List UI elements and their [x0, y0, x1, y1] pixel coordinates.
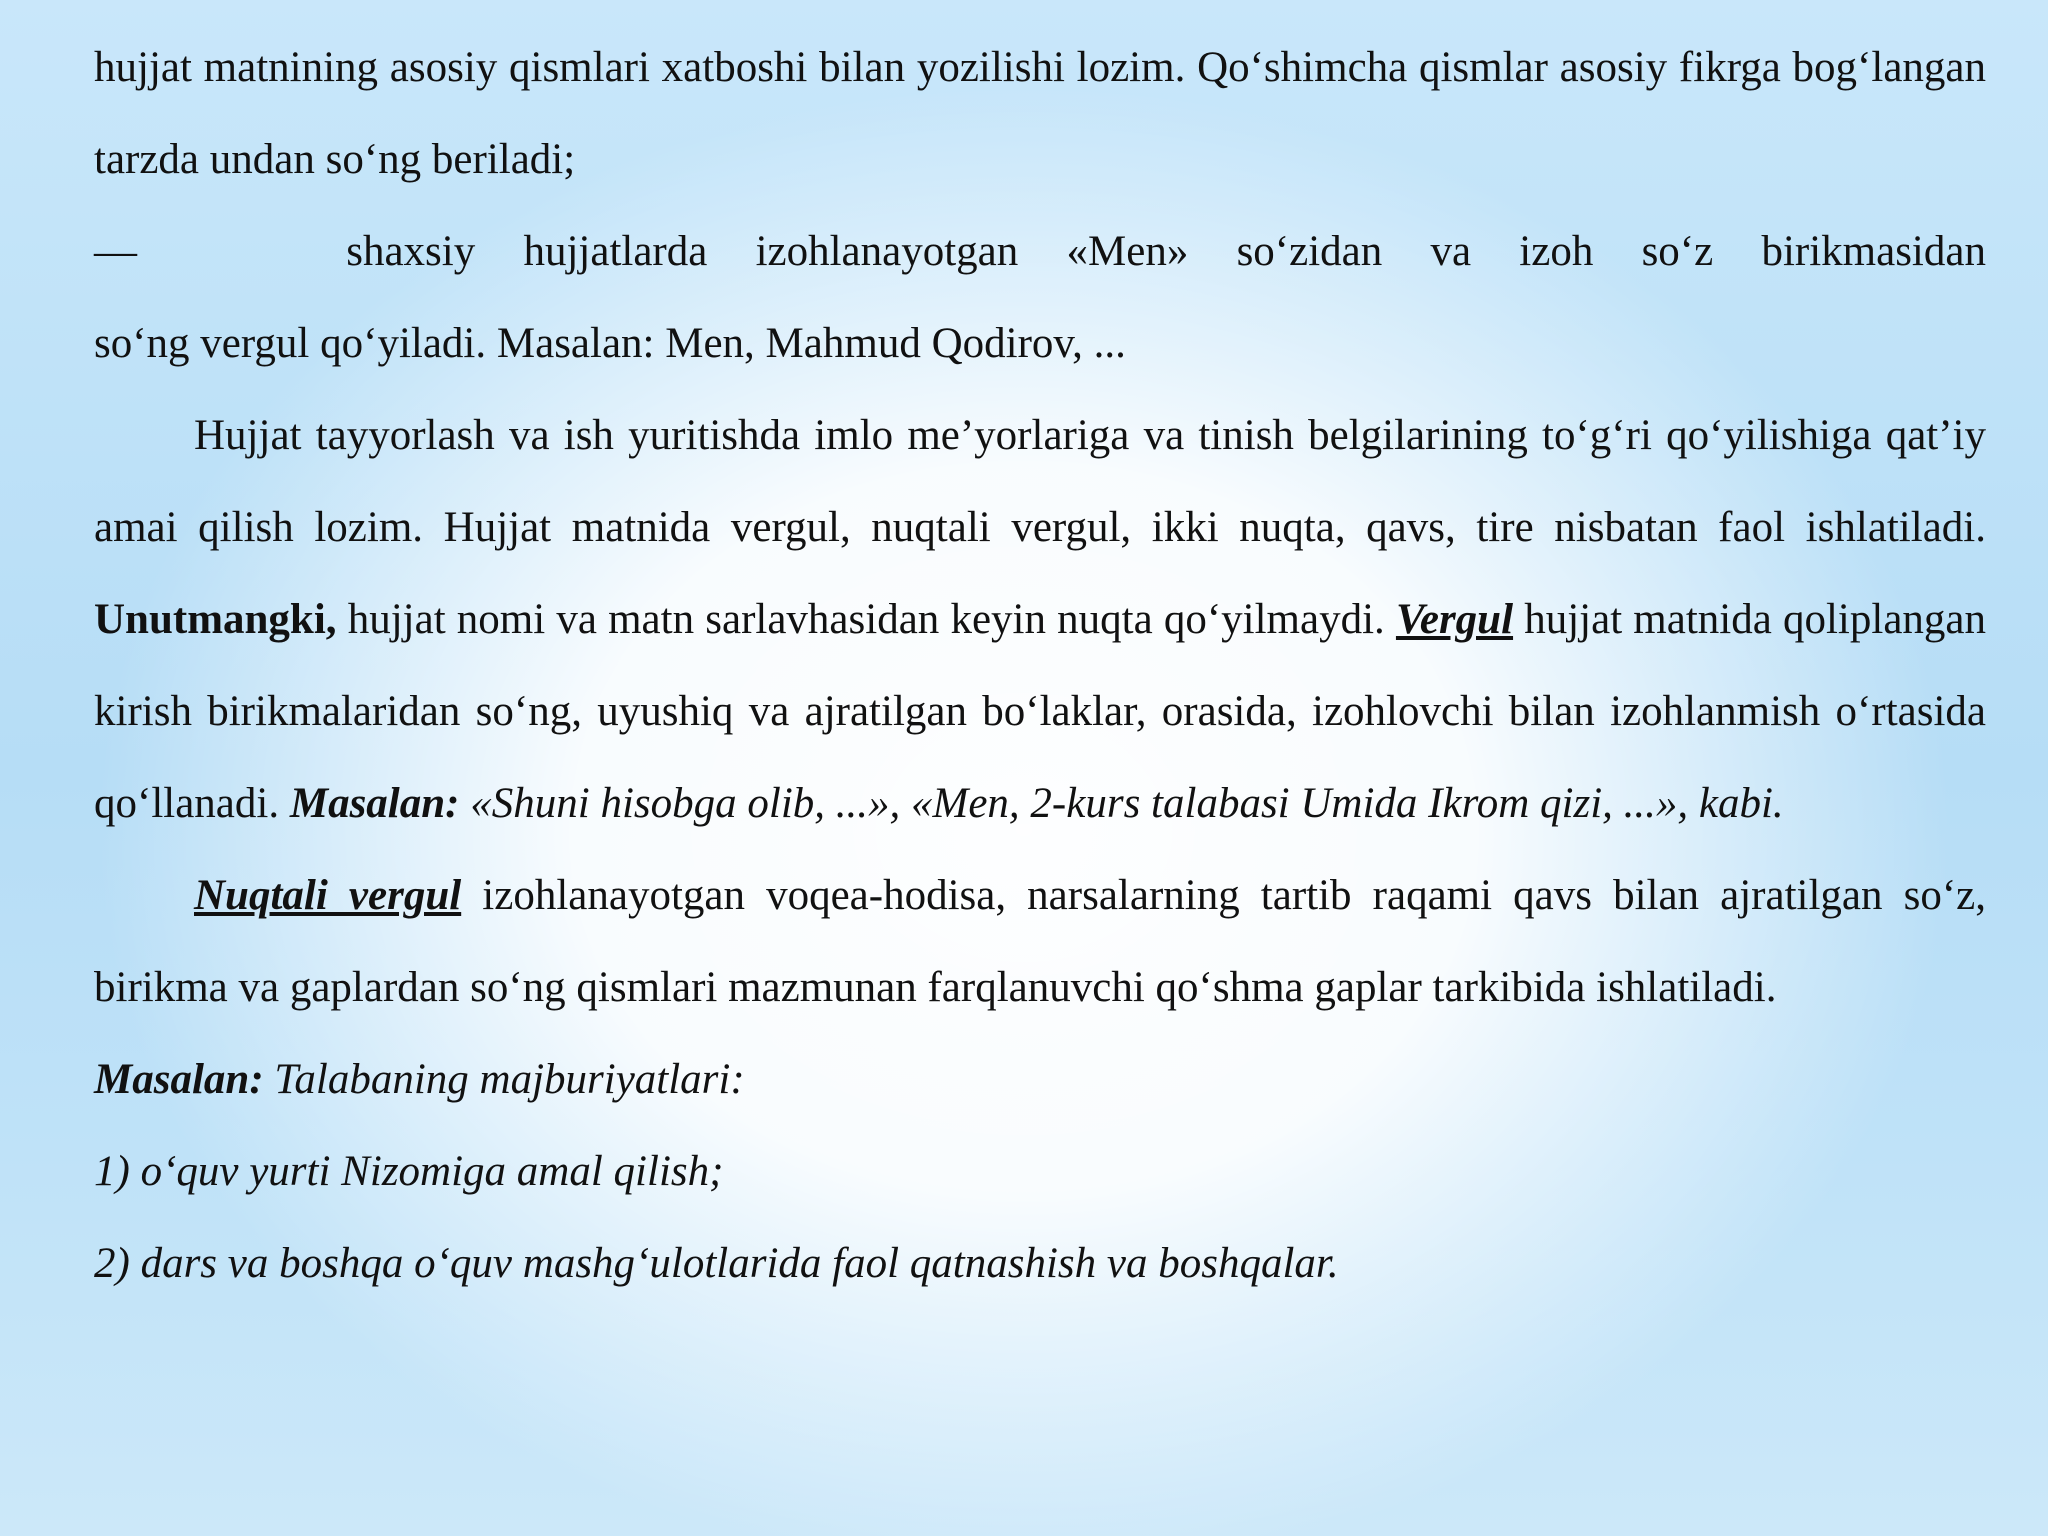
word: izoh	[1519, 228, 1594, 275]
paragraph-1	[94, 22, 1986, 206]
example-text: «Shuni hisobga olib, ...», «Men, 2-kurs talabasi Umida Ikrom qizi, ...», kabi.	[459, 780, 1784, 827]
word: hujjatlarda	[523, 228, 708, 275]
paragraph-4	[94, 850, 1986, 1034]
paragraph-2-second-line: so‘ng vergul qo‘yiladi. Masalan: Men, Mahmud Qodirov, ...	[94, 320, 1126, 367]
text-run: hujjat nomi va matn sarlavhasidan keyin nuqta qo‘yilmaydi.	[336, 596, 1396, 643]
text-run: Hujjat tayyorlash va ish yuritishda imlo me’yorlariga va tinish belgilarining to‘g‘ri qo‘yilishiga qat’iy amai qilish lozim. Hujjat matnida vergul, nuqtali vergul, ikki nuqta, qavs, tire nisbatan faol ishlatiladi.	[94, 412, 1986, 551]
list-item: 2) dars va boshqa o‘quv mashg‘ulotlarida faol qatnashish va boshqalar.	[94, 1240, 1339, 1287]
word: shaxsiy	[346, 228, 476, 275]
paragraph-3	[94, 390, 1986, 850]
paragraph-2-first-line	[94, 206, 1986, 298]
paragraph-1-line-2: fikrga bog‘langan tarzda undan so‘ng beriladi;	[94, 44, 1986, 183]
emphasis-unutmangki: Unutmangki,	[94, 596, 337, 643]
word: so‘z	[1641, 228, 1714, 275]
slide-content	[94, 22, 1986, 1310]
paragraph-5	[94, 1034, 1986, 1126]
example-label: Masalan:	[94, 1056, 264, 1103]
word: «Men»	[1066, 228, 1189, 275]
paragraph-1-line-1: hujjat matnining asosiy qismlari xatboshi bilan yozilishi lozim. Qo‘shimcha qismlar asosiy	[94, 44, 1668, 91]
text-run: izohlanayotgan voqea-hodisa, narsalarning tartib raqami qavs bilan ajratilgan so‘z, birikma va gaplardan so‘ng qismlari mazmunan farqlanuvchi qo‘shma gaplar tarkibida ishlatiladi.	[94, 872, 1987, 1011]
word: so‘zidan	[1236, 228, 1383, 275]
list-item: 1) o‘quv yurti Nizomiga amal qilish;	[94, 1148, 724, 1195]
word: va	[1430, 228, 1472, 275]
em-dash: —	[94, 228, 137, 275]
text-run: hujjat matnida qoliplangan kirish birikmalaridan so‘ng, uyushiq va ajratilgan bo‘laklar, orasida, izohlovchi bilan izohlanmish o‘rtasida qo‘llanadi.	[94, 596, 1986, 827]
word: izohlanayotgan	[755, 228, 1019, 275]
term-nuqtali-vergul: Nuqtali vergul	[194, 872, 462, 919]
word: birikmasidan	[1761, 228, 1986, 275]
example-text: Talabaning majburiyatlari:	[263, 1056, 745, 1103]
term-vergul: Vergul	[1395, 596, 1514, 643]
example-label: Masalan:	[289, 780, 460, 827]
